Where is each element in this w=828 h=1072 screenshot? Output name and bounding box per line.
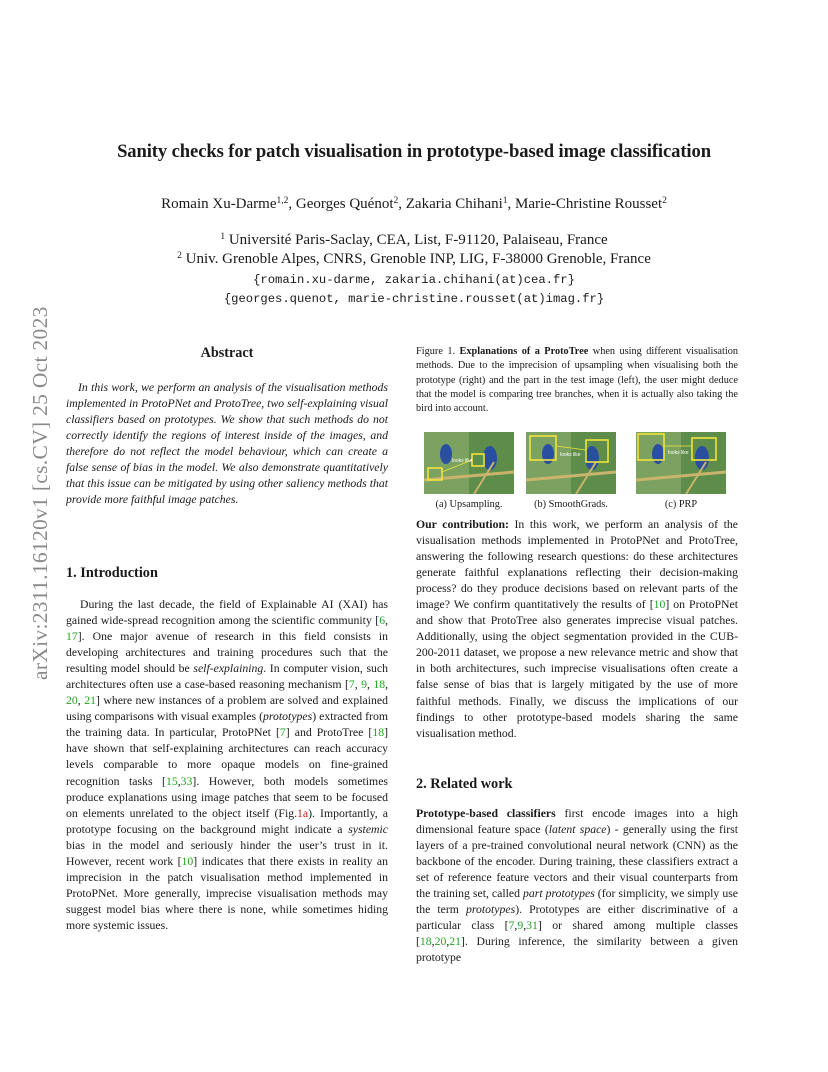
citation-link[interactable]: 21 xyxy=(449,935,462,949)
figure-panel-prp xyxy=(636,432,726,494)
citation-link[interactable]: 17 xyxy=(66,630,78,644)
text-run: , xyxy=(446,935,450,949)
text-run: , xyxy=(366,678,374,692)
section-heading-introduction: 1. Introduction xyxy=(66,565,158,581)
text-run: ] on ProtoPNet and show that ProtoTree also generates imprecise visual patches. Additionally, using the object segmentation provided in the CUB-200-2011 dataset, we propose a new relevance metric and show that in both architectures, such imprecise visualisations often create a false sense of bias that is largely mitigated by the use of more faithful methods. Finally, we discuss the implications of our findings to other prototype-based models sharing the same visualisation method. xyxy=(416,598,738,740)
affiliation-2 xyxy=(0,251,828,268)
citation-link[interactable]: 7 xyxy=(348,678,355,692)
citation-link[interactable]: 7 xyxy=(279,726,286,740)
author-affil-mark: 2 xyxy=(393,196,399,206)
author-name: Romain Xu-Darme xyxy=(161,196,277,212)
text-run: , xyxy=(177,774,181,788)
citation-link[interactable]: 20 xyxy=(66,694,78,708)
text-run: ] indicates that there exists in reality an imprecision in the patch visualisation method implemented in ProtoPNet. More generally, imprecise visualisation methods may suggest model bias where there is none, while sometimes hiding more systemic issues. xyxy=(66,854,388,932)
subfigure-caption-c: (c) PRP xyxy=(664,499,698,510)
citation-link[interactable]: 18 xyxy=(372,726,385,740)
text-run: , xyxy=(77,694,85,708)
figure-panel-smoothgrads xyxy=(526,432,616,494)
figure-label: Figure 1. xyxy=(416,346,460,357)
introduction-paragraph xyxy=(66,597,388,934)
figure-panel-upsampling xyxy=(424,432,514,494)
citation-link[interactable]: 31 xyxy=(526,919,538,933)
text-run: , xyxy=(431,935,435,949)
citation-link[interactable]: 10 xyxy=(653,598,666,612)
citation-link[interactable]: 9 xyxy=(361,678,367,692)
author-list xyxy=(0,196,828,213)
citation-link[interactable]: 6 xyxy=(379,614,386,628)
arxiv-stamp xyxy=(8,290,52,680)
email-line-2: {georges.quenot, marie-christine.rousset(at)imag.fr} xyxy=(223,292,605,306)
email-line-1: {romain.xu-darme, zakaria.chihani(at)cea.fr} xyxy=(253,273,575,287)
text-run: ]. During inference, the similarity between a given prototype xyxy=(416,935,738,965)
text-run: , xyxy=(354,678,362,692)
citation-link[interactable]: 18 xyxy=(373,678,386,692)
text-run: . In computer vision, such architectures often use a case-based reasoning mechanism [ xyxy=(66,662,388,692)
text-run: ) extracted from the training data. In particular, ProtoPNet [ xyxy=(66,710,388,740)
text-run: , xyxy=(385,678,388,692)
author-name: , Georges Quénot xyxy=(288,196,394,212)
overlay-label: looks like xyxy=(452,458,473,464)
text-run: ] and ProtoTree [ xyxy=(285,726,373,740)
abstract-heading: Abstract xyxy=(200,345,254,361)
citation-link[interactable]: 33 xyxy=(180,774,193,788)
overlay-label: looks like xyxy=(668,450,689,456)
figure-1-caption xyxy=(416,345,738,416)
subfigure-caption-b: (b) SmoothGrads. xyxy=(534,499,608,510)
figure-caption-bold: Explanations of a ProtoTree xyxy=(459,346,589,357)
abstract-text: In this work, we perform an analysis of the visualisation methods implemented in ProtoPNet and ProtoTree, two self-explaining visual classifiers based on prototypes. We show that such methods do not correctly identify the regions of interest inside of the images, and therefore do not reflect the model behaviour, which can create a false sense of bias in the model. We also demonstrate quantitatively that this issue can be mitigated by using other saliency methods that provide more faithful image patches. xyxy=(66,381,388,507)
emphasis: prototypes xyxy=(263,710,313,724)
citation-link[interactable]: 18 xyxy=(419,935,432,949)
text-run: ] have shown that self-explaining architectures can reach accuracy levels comparable to more opaque models on fine-grained recognition tasks [ xyxy=(66,726,388,788)
citation-link[interactable]: 7 xyxy=(508,919,515,933)
figure-caption-text: when using different visualisation methods. Due to the imprecision of upsampling when visualising both the prototype (right) and the part in the test image (left), the user might deduce that the model is comparing tree branches, when it is actually also taking the bird into account. xyxy=(416,346,738,415)
citation-link[interactable]: 21 xyxy=(84,694,96,708)
text-run: , xyxy=(514,919,518,933)
author-affil-mark: 1,2 xyxy=(276,196,289,206)
text-run: (for simplicity, we simply use the term xyxy=(416,887,738,917)
citation-link[interactable]: 15 xyxy=(165,774,178,788)
text-run: ) - generally using the first layers of a pre-trained convolutional neural network (CNN) as the backbone of the encoder. During training, these classifiers extract a set of reference feature vectors and their visual counterparts from the training set, called xyxy=(416,823,738,901)
author-affil-mark: 2 xyxy=(662,196,667,206)
text-run: bias in the model and seriously hinder the user’s trust in it. However, recent work [ xyxy=(66,838,388,868)
text-run: ]. However, both models sometimes produce explanations using image patches that seem to be focused on elements unrelated to the object itself (Fig. xyxy=(66,774,388,820)
author-affil-mark: 1 xyxy=(502,196,508,206)
author-name: , Zakaria Chihani xyxy=(398,196,503,212)
arxiv-id: arXiv:2311.16120v1 [cs.CV] 25 Oct 2023 xyxy=(28,306,52,680)
bird-image-upsampling xyxy=(424,432,514,494)
text-run: During the last decade, the field of Explainable AI (XAI) has gained wide-spread recognition among the scientific community [ xyxy=(66,598,388,628)
subfigure-caption-a: (a) Upsampling. xyxy=(435,499,503,510)
text-run: ] where new instances of a problem are solved and explained using comparisons with visual examples ( xyxy=(66,694,388,724)
section-heading-related-work: 2. Related work xyxy=(416,776,513,792)
bird-image-smoothgrads xyxy=(526,432,616,494)
related-work-paragraph xyxy=(416,806,738,966)
overlay-label: looks like xyxy=(560,452,581,458)
emphasis: prototypes xyxy=(466,903,516,917)
citation-link[interactable]: 10 xyxy=(181,854,194,868)
text-run: ). Importantly, a prototype focusing on the background might indicate a xyxy=(66,806,389,836)
text-run: , xyxy=(523,919,527,933)
text-run: ] or shared among multiple classes [ xyxy=(416,919,738,949)
related-lead: Prototype-based classifiers xyxy=(416,807,556,820)
emphasis: self-explaining xyxy=(193,662,264,676)
text-run: first encode images into a high dimensional feature space ( xyxy=(416,807,738,837)
affil-mark: 1 xyxy=(220,232,226,242)
emphasis: part prototypes xyxy=(523,887,595,901)
paper-title: Sanity checks for patch visualisation in prototype-based image classification xyxy=(117,141,711,162)
contribution-paragraph xyxy=(416,517,738,742)
contribution-lead: Our contribution: xyxy=(416,518,509,531)
figure-reference-link[interactable]: 1a xyxy=(297,806,309,820)
emphasis: latent space xyxy=(548,823,607,837)
text-run: ). Prototypes are either discriminative of a particular class [ xyxy=(416,903,738,933)
text-run: ]. One major avenue of research in this field consists in developing architectures and training procedures such that the resulting model should be xyxy=(66,630,388,676)
emphasis: systemic xyxy=(348,822,388,836)
text-run: , xyxy=(385,614,388,628)
affiliation-1 xyxy=(0,232,828,249)
affil-text: Université Paris-Saclay, CEA, List, F-91120, Palaiseau, France xyxy=(225,232,608,248)
bird-image-prp xyxy=(636,432,726,494)
citation-link[interactable]: 20 xyxy=(434,935,447,949)
citation-link[interactable]: 9 xyxy=(517,919,524,933)
affil-mark: 2 xyxy=(177,251,182,261)
affil-text: Univ. Grenoble Alpes, CNRS, Grenoble INP, LIG, F-38000 Grenoble, France xyxy=(181,251,651,267)
author-name: , Marie-Christine Rousset xyxy=(507,196,663,212)
text-run: In this work, we perform an analysis of the visualisation methods implemented in ProtoPNet and ProtoTree, answering the following research questions: do these architectures generate faithful explanations reflecting their decision-making process? do they produce decisions based on relevant parts of the image? We confirm quantitatively the results of [ xyxy=(416,518,738,612)
